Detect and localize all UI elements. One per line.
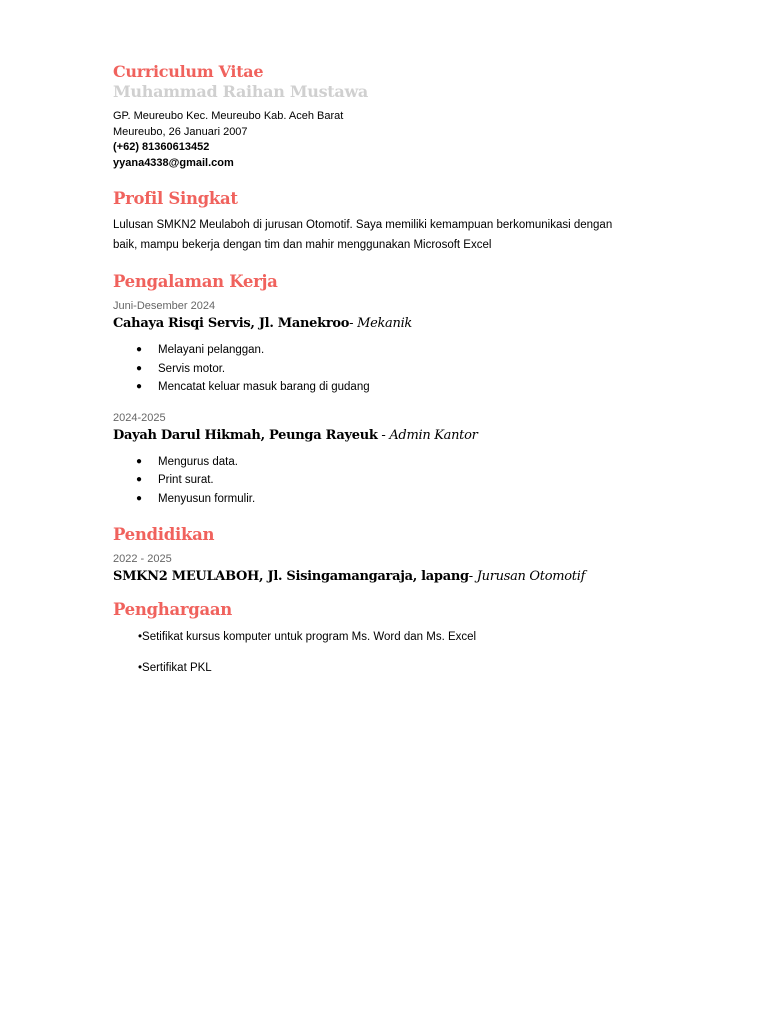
school-name: SMKN2 MEULABOH, Jl. Sisingamangaraja, lapang bbox=[113, 569, 469, 584]
duty-text: Menyusun formulir. bbox=[158, 492, 256, 505]
job-organization: Cahaya Risqi Servis, Jl. Manekroo bbox=[113, 316, 350, 331]
job-entry bbox=[113, 411, 673, 509]
profile-text bbox=[113, 215, 673, 255]
cv-document bbox=[113, 62, 673, 676]
list-item bbox=[113, 490, 673, 509]
list-item bbox=[113, 341, 673, 360]
phone-number: (+62) 81360613452 bbox=[113, 141, 210, 153]
award-item: •Sertifikat PKL bbox=[138, 662, 212, 674]
duty-text: Mengurus data. bbox=[158, 455, 238, 468]
job-duties-list bbox=[113, 453, 673, 509]
bullet-icon: ● bbox=[136, 362, 143, 374]
bullet-icon: ● bbox=[136, 381, 143, 392]
education-major: Jurusan Otomotif bbox=[476, 569, 586, 584]
list-item bbox=[113, 378, 673, 397]
profile-heading: Profil Singkat bbox=[113, 189, 238, 208]
education-line bbox=[113, 567, 673, 587]
person-name: Muhammad Raihan Mustawa bbox=[113, 82, 368, 101]
birth-info: Meureubo, 26 Januari 2007 bbox=[113, 125, 248, 138]
job-duties-list bbox=[113, 341, 673, 397]
bullet-icon: ● bbox=[136, 492, 143, 504]
job-title-line bbox=[113, 314, 673, 334]
list-item bbox=[113, 471, 673, 490]
duty-text: Mencatat keluar masuk barang di gudang bbox=[158, 381, 370, 393]
job-period: 2024-2025 bbox=[113, 411, 166, 424]
job-entry bbox=[113, 299, 673, 397]
job-separator: - bbox=[377, 427, 390, 443]
education-separator: - bbox=[468, 569, 477, 584]
education-heading: Pendidikan bbox=[113, 525, 215, 544]
list-item bbox=[113, 453, 673, 472]
job-separator: - bbox=[349, 316, 358, 331]
bullet-icon: ● bbox=[136, 344, 143, 355]
profile-line-2: baik, mampu bekerja dengan tim dan mahir menggunakan Microsoft Excel bbox=[113, 239, 492, 251]
duty-text: Print surat. bbox=[158, 474, 214, 486]
document-title: Curriculum Vitae bbox=[113, 62, 264, 81]
list-item bbox=[113, 360, 673, 379]
job-period: Juni-Desember 2024 bbox=[113, 300, 216, 312]
education-period: 2022 - 2025 bbox=[113, 553, 172, 565]
job-title-line bbox=[113, 426, 673, 446]
duty-text: Melayani pelanggan. bbox=[158, 344, 265, 356]
job-organization: Dayah Darul Hikmah, Peunga Rayeuk bbox=[113, 427, 378, 443]
address: GP. Meureubo Kec. Meureubo Kab. Aceh Barat bbox=[113, 110, 344, 122]
job-role: Admin Kantor bbox=[389, 427, 478, 443]
duty-text: Servis motor. bbox=[158, 362, 226, 375]
award-item: •Setifikat kursus komputer untuk program Ms. Word dan Ms. Excel bbox=[138, 631, 477, 643]
bullet-icon: ● bbox=[136, 474, 143, 485]
profile-line-1: Lulusan SMKN2 Meulaboh di jurusan Otomotif. Saya memiliki kemampuan berkomunikasi dengan bbox=[113, 219, 613, 231]
email-address: yyana4338@gmail.com bbox=[113, 156, 234, 169]
experience-heading: Pengalaman Kerja bbox=[113, 272, 278, 291]
bullet-icon: ● bbox=[136, 455, 143, 467]
awards-heading: Penghargaan bbox=[113, 600, 232, 619]
job-role: Mekanik bbox=[357, 316, 413, 331]
